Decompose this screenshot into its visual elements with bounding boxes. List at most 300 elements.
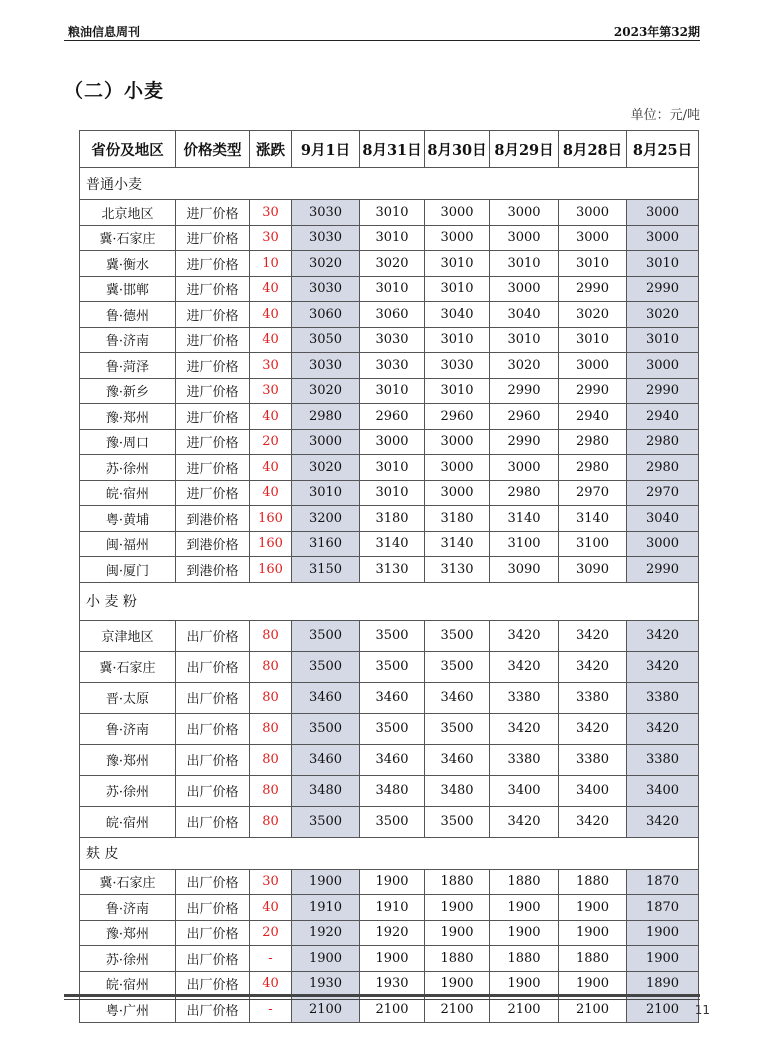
change-cell: 30 [250, 225, 292, 251]
region-cell: 闽·福州 [80, 531, 176, 557]
price-cell: 2100 [292, 997, 360, 1023]
table-row [80, 744, 699, 775]
table-row [80, 429, 699, 455]
region-cell: 粤·黄埔 [80, 506, 176, 532]
price-cell: 3060 [292, 302, 360, 328]
price-cell: 1900 [425, 895, 490, 921]
column-header: 8月28日 [559, 131, 627, 168]
price-cell: 3420 [490, 806, 559, 837]
page-number: 11 [694, 1003, 710, 1017]
price-cell: 1900 [360, 869, 425, 895]
price-cell: 3200 [292, 506, 360, 532]
price-cell: 3420 [559, 651, 627, 682]
price-type-cell: 进厂价格 [176, 225, 250, 251]
price-cell: 3010 [360, 480, 425, 506]
table-row [80, 682, 699, 713]
region-cell: 鲁·济南 [80, 327, 176, 353]
table-row [80, 620, 699, 651]
price-type-cell: 进厂价格 [176, 302, 250, 328]
price-cell: 3000 [490, 455, 559, 481]
price-cell: 2100 [425, 997, 490, 1023]
change-cell: 80 [250, 651, 292, 682]
price-cell: 3140 [490, 506, 559, 532]
price-type-cell: 出厂价格 [176, 920, 250, 946]
region-cell: 粤·广州 [80, 997, 176, 1023]
price-cell: 3040 [627, 506, 699, 532]
change-cell: 30 [250, 353, 292, 379]
price-cell: 3500 [425, 651, 490, 682]
price-cell: 3000 [627, 225, 699, 251]
price-cell: 2960 [490, 404, 559, 430]
price-cell: 3000 [490, 200, 559, 226]
price-cell: 3180 [360, 506, 425, 532]
price-type-cell: 进厂价格 [176, 404, 250, 430]
price-type-cell: 进厂价格 [176, 455, 250, 481]
table-row [80, 713, 699, 744]
price-cell: 1900 [292, 946, 360, 972]
price-cell: 3130 [360, 557, 425, 583]
table-row [80, 869, 699, 895]
category-label: 普通小麦 [80, 168, 699, 200]
publication-title: 粮油信息周刊 [68, 25, 141, 39]
region-cell: 皖·宿州 [80, 480, 176, 506]
price-type-cell: 进厂价格 [176, 200, 250, 226]
price-cell: 3010 [627, 327, 699, 353]
price-cell: 3500 [425, 806, 490, 837]
region-cell: 皖·宿州 [80, 971, 176, 997]
price-type-cell: 进厂价格 [176, 378, 250, 404]
price-cell: 1930 [292, 971, 360, 997]
price-cell: 3000 [425, 200, 490, 226]
price-cell: 3000 [425, 455, 490, 481]
price-cell: 2100 [490, 997, 559, 1023]
region-cell: 冀·衡水 [80, 251, 176, 277]
table-body [80, 168, 699, 1023]
change-cell: 40 [250, 327, 292, 353]
price-cell: 3010 [490, 327, 559, 353]
price-cell: 3020 [292, 455, 360, 481]
price-cell: 1870 [627, 895, 699, 921]
price-cell: 3480 [292, 775, 360, 806]
price-cell: 3420 [627, 806, 699, 837]
table-row [80, 506, 699, 532]
table-row [80, 455, 699, 481]
region-cell: 晋·太原 [80, 682, 176, 713]
price-cell: 3420 [627, 620, 699, 651]
price-cell: 3090 [490, 557, 559, 583]
region-cell: 苏·徐州 [80, 455, 176, 481]
page-header [68, 22, 700, 40]
price-type-cell: 出厂价格 [176, 895, 250, 921]
price-cell: 3000 [425, 429, 490, 455]
price-cell: 2990 [490, 378, 559, 404]
price-cell: 1900 [559, 895, 627, 921]
column-header: 8月29日 [490, 131, 559, 168]
region-cell: 冀·石家庄 [80, 225, 176, 251]
price-cell: 2990 [559, 276, 627, 302]
table-row [80, 775, 699, 806]
price-cell: 3030 [292, 200, 360, 226]
price-cell: 2940 [627, 404, 699, 430]
price-cell: 3010 [559, 327, 627, 353]
price-cell: 1910 [292, 895, 360, 921]
price-cell: 1900 [490, 971, 559, 997]
price-cell: 3420 [559, 806, 627, 837]
price-type-cell: 到港价格 [176, 531, 250, 557]
price-cell: 3030 [292, 225, 360, 251]
issue-number: 2023年第32期 [613, 25, 700, 39]
price-type-cell: 出厂价格 [176, 997, 250, 1023]
category-label: 麸 皮 [80, 837, 699, 869]
price-cell: 3380 [559, 744, 627, 775]
region-cell: 冀·石家庄 [80, 651, 176, 682]
change-cell: 40 [250, 895, 292, 921]
price-cell: 3460 [360, 744, 425, 775]
category-label: 小 麦 粉 [80, 582, 699, 620]
region-cell: 北京地区 [80, 200, 176, 226]
change-cell: 30 [250, 869, 292, 895]
table-row [80, 920, 699, 946]
price-cell: 3000 [559, 225, 627, 251]
region-cell: 鲁·德州 [80, 302, 176, 328]
price-type-cell: 进厂价格 [176, 251, 250, 277]
change-cell: 160 [250, 557, 292, 583]
price-type-cell: 出厂价格 [176, 651, 250, 682]
price-cell: 1900 [559, 971, 627, 997]
price-cell: 2990 [627, 378, 699, 404]
category-row [80, 582, 699, 620]
price-cell: 3420 [627, 651, 699, 682]
change-cell: 160 [250, 506, 292, 532]
price-type-cell: 进厂价格 [176, 429, 250, 455]
table-row [80, 225, 699, 251]
table-row [80, 946, 699, 972]
price-cell: 3000 [425, 480, 490, 506]
price-cell: 3380 [627, 744, 699, 775]
price-cell: 3030 [360, 327, 425, 353]
change-cell: 80 [250, 620, 292, 651]
price-cell: 2980 [490, 480, 559, 506]
change-cell: 80 [250, 775, 292, 806]
price-cell: 3400 [627, 775, 699, 806]
price-type-cell: 出厂价格 [176, 775, 250, 806]
price-cell: 3010 [425, 378, 490, 404]
unit-label: 单位：元/吨 [630, 108, 700, 123]
price-cell: 3100 [559, 531, 627, 557]
table-row [80, 251, 699, 277]
price-cell: 3420 [490, 713, 559, 744]
price-cell: 3100 [490, 531, 559, 557]
price-cell: 3460 [360, 682, 425, 713]
price-cell: 3140 [360, 531, 425, 557]
price-type-cell: 进厂价格 [176, 276, 250, 302]
price-cell: 3500 [292, 651, 360, 682]
change-cell: - [250, 997, 292, 1023]
column-header: 8月31日 [360, 131, 425, 168]
price-cell: 3500 [360, 806, 425, 837]
price-cell: 3000 [627, 200, 699, 226]
price-cell: 3030 [292, 276, 360, 302]
column-header: 8月30日 [425, 131, 490, 168]
table-row [80, 557, 699, 583]
category-row [80, 168, 699, 200]
price-cell: 1890 [627, 971, 699, 997]
table-row [80, 997, 699, 1023]
price-cell: 3500 [292, 620, 360, 651]
price-cell: 1900 [627, 946, 699, 972]
table-row [80, 895, 699, 921]
price-cell: 2980 [559, 429, 627, 455]
price-cell: 3420 [490, 620, 559, 651]
price-cell: 1910 [360, 895, 425, 921]
price-cell: 1900 [360, 946, 425, 972]
price-cell: 3010 [425, 327, 490, 353]
price-cell: 3180 [425, 506, 490, 532]
price-cell: 3500 [425, 713, 490, 744]
column-header: 8月25日 [627, 131, 699, 168]
price-cell: 1900 [627, 920, 699, 946]
price-cell: 1900 [425, 971, 490, 997]
price-cell: 3400 [490, 775, 559, 806]
price-type-cell: 出厂价格 [176, 971, 250, 997]
price-cell: 3000 [425, 225, 490, 251]
price-cell: 2970 [559, 480, 627, 506]
price-cell: 1900 [292, 869, 360, 895]
table-row [80, 353, 699, 379]
price-cell: 2980 [627, 455, 699, 481]
header-divider [64, 40, 700, 41]
price-cell: 3140 [559, 506, 627, 532]
change-cell: 20 [250, 429, 292, 455]
price-cell: 1880 [425, 869, 490, 895]
change-cell: 160 [250, 531, 292, 557]
change-cell: 80 [250, 806, 292, 837]
price-cell: 3460 [292, 682, 360, 713]
price-cell: 3060 [360, 302, 425, 328]
price-cell: 1880 [425, 946, 490, 972]
price-cell: 2990 [627, 557, 699, 583]
price-cell: 2100 [627, 997, 699, 1023]
table-row [80, 327, 699, 353]
table-row [80, 200, 699, 226]
price-type-cell: 出厂价格 [176, 713, 250, 744]
price-cell: 3500 [360, 651, 425, 682]
change-cell: 20 [250, 920, 292, 946]
price-cell: 3400 [559, 775, 627, 806]
table-row [80, 480, 699, 506]
price-cell: 3480 [360, 775, 425, 806]
table-row [80, 378, 699, 404]
price-cell: 3010 [559, 251, 627, 277]
price-cell: 1900 [425, 920, 490, 946]
change-cell: - [250, 946, 292, 972]
price-cell: 3420 [490, 651, 559, 682]
price-cell: 3000 [559, 353, 627, 379]
price-cell: 3140 [425, 531, 490, 557]
price-cell: 3010 [425, 251, 490, 277]
region-cell: 豫·郑州 [80, 920, 176, 946]
price-cell: 3010 [292, 480, 360, 506]
region-cell: 苏·徐州 [80, 775, 176, 806]
price-cell: 3460 [292, 744, 360, 775]
price-cell: 2980 [292, 404, 360, 430]
price-cell: 3460 [425, 744, 490, 775]
price-cell: 1900 [559, 920, 627, 946]
price-cell: 3020 [627, 302, 699, 328]
table-row [80, 531, 699, 557]
price-type-cell: 出厂价格 [176, 682, 250, 713]
price-cell: 3380 [490, 682, 559, 713]
price-cell: 3500 [425, 620, 490, 651]
price-cell: 1870 [627, 869, 699, 895]
price-cell: 3020 [559, 302, 627, 328]
price-cell: 1880 [490, 869, 559, 895]
price-type-cell: 到港价格 [176, 557, 250, 583]
price-cell: 3420 [627, 713, 699, 744]
table-header-row [80, 131, 699, 168]
change-cell: 40 [250, 302, 292, 328]
change-cell: 40 [250, 480, 292, 506]
price-cell: 1880 [490, 946, 559, 972]
price-type-cell: 进厂价格 [176, 480, 250, 506]
price-cell: 3160 [292, 531, 360, 557]
change-cell: 40 [250, 971, 292, 997]
price-cell: 3040 [490, 302, 559, 328]
change-cell: 40 [250, 276, 292, 302]
price-cell: 3380 [559, 682, 627, 713]
price-type-cell: 出厂价格 [176, 744, 250, 775]
price-cell: 3090 [559, 557, 627, 583]
price-type-cell: 出厂价格 [176, 869, 250, 895]
region-cell: 皖·宿州 [80, 806, 176, 837]
price-cell: 3020 [360, 251, 425, 277]
price-cell: 2990 [627, 276, 699, 302]
table-row [80, 806, 699, 837]
table-row [80, 404, 699, 430]
price-cell: 2940 [559, 404, 627, 430]
price-cell: 3130 [425, 557, 490, 583]
price-type-cell: 到港价格 [176, 506, 250, 532]
change-cell: 30 [250, 378, 292, 404]
price-cell: 3000 [292, 429, 360, 455]
price-cell: 3010 [425, 276, 490, 302]
price-cell: 3500 [292, 806, 360, 837]
price-cell: 3000 [627, 531, 699, 557]
price-cell: 3380 [627, 682, 699, 713]
price-cell: 3000 [559, 200, 627, 226]
change-cell: 40 [250, 404, 292, 430]
price-cell: 3000 [627, 353, 699, 379]
price-cell: 3010 [360, 225, 425, 251]
price-cell: 3000 [490, 225, 559, 251]
region-cell: 豫·郑州 [80, 404, 176, 430]
price-cell: 3020 [490, 353, 559, 379]
price-cell: 1900 [490, 920, 559, 946]
price-cell: 3010 [627, 251, 699, 277]
price-cell: 1880 [559, 946, 627, 972]
region-cell: 豫·周口 [80, 429, 176, 455]
price-cell: 3500 [360, 620, 425, 651]
price-type-cell: 出厂价格 [176, 946, 250, 972]
price-cell: 2980 [559, 455, 627, 481]
table-row [80, 302, 699, 328]
region-cell: 鲁·菏泽 [80, 353, 176, 379]
region-cell: 鲁·济南 [80, 713, 176, 744]
change-cell: 80 [250, 744, 292, 775]
region-cell: 冀·邯郸 [80, 276, 176, 302]
column-header: 涨跌 [250, 131, 292, 168]
price-cell: 3480 [425, 775, 490, 806]
price-cell: 2100 [360, 997, 425, 1023]
price-cell: 3020 [292, 378, 360, 404]
price-cell: 3010 [360, 455, 425, 481]
price-cell: 3040 [425, 302, 490, 328]
price-cell: 2960 [425, 404, 490, 430]
price-cell: 3020 [292, 251, 360, 277]
price-cell: 3030 [292, 353, 360, 379]
price-cell: 3030 [360, 353, 425, 379]
price-cell: 2970 [627, 480, 699, 506]
region-cell: 闽·厦门 [80, 557, 176, 583]
price-cell: 3030 [425, 353, 490, 379]
price-cell: 3050 [292, 327, 360, 353]
change-cell: 80 [250, 682, 292, 713]
price-cell: 1880 [559, 869, 627, 895]
region-cell: 豫·郑州 [80, 744, 176, 775]
table-row [80, 651, 699, 682]
price-cell: 1920 [360, 920, 425, 946]
column-header: 省份及地区 [80, 131, 176, 168]
price-type-cell: 进厂价格 [176, 327, 250, 353]
category-row [80, 837, 699, 869]
price-cell: 3460 [425, 682, 490, 713]
region-cell: 京津地区 [80, 620, 176, 651]
price-cell: 3000 [490, 276, 559, 302]
price-cell: 3420 [559, 620, 627, 651]
price-cell: 3150 [292, 557, 360, 583]
change-cell: 40 [250, 455, 292, 481]
price-cell: 2980 [627, 429, 699, 455]
price-cell: 1920 [292, 920, 360, 946]
region-cell: 冀·石家庄 [80, 869, 176, 895]
column-header: 9月1日 [292, 131, 360, 168]
price-cell: 3500 [292, 713, 360, 744]
price-cell: 1900 [490, 895, 559, 921]
price-cell: 3010 [360, 200, 425, 226]
price-type-cell: 进厂价格 [176, 353, 250, 379]
footer-divider-thick [64, 994, 700, 997]
footer-divider-thin [64, 999, 700, 1000]
price-cell: 3010 [490, 251, 559, 277]
price-cell: 3010 [360, 378, 425, 404]
region-cell: 豫·新乡 [80, 378, 176, 404]
column-header: 价格类型 [176, 131, 250, 168]
price-type-cell: 出厂价格 [176, 620, 250, 651]
table-row [80, 971, 699, 997]
region-cell: 苏·徐州 [80, 946, 176, 972]
price-cell: 3000 [360, 429, 425, 455]
price-cell: 3010 [360, 276, 425, 302]
wheat-price-table [79, 130, 699, 1023]
region-cell: 鲁·济南 [80, 895, 176, 921]
price-type-cell: 出厂价格 [176, 806, 250, 837]
price-cell: 1930 [360, 971, 425, 997]
change-cell: 30 [250, 200, 292, 226]
price-cell: 2960 [360, 404, 425, 430]
change-cell: 80 [250, 713, 292, 744]
section-title: （二）小麦 [64, 80, 165, 102]
price-cell: 2990 [490, 429, 559, 455]
